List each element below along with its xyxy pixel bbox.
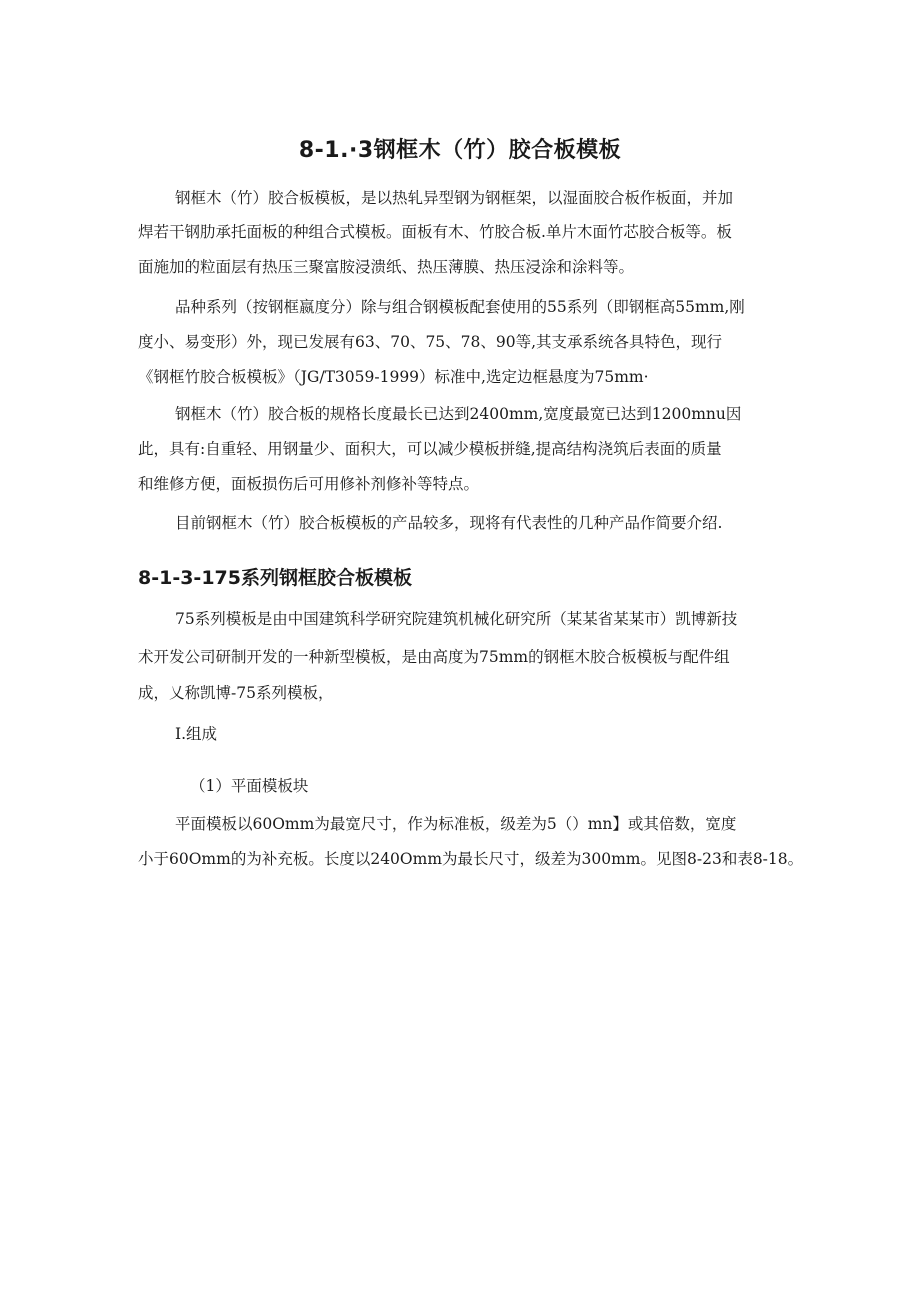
intro-line-2: 焊若干钢肋承托面板的种组合式模板。面板有木、竹胶合板.单片木面竹芯胶合板等。板: [138, 223, 732, 241]
intro-line-1: 钢框木（竹）胶合板模板，是以热轧异型钢为钢框架，以湿面胶合板作板面，并加: [175, 189, 734, 207]
intro-line-8: 此，具有:自重轻、用钢量少、面积大，可以减少模板拼缝,提高结构浇筑后表面的质量: [138, 440, 722, 458]
detail-line-2: 小于60Omm的为补充板。长度以240Omm为最长尺寸，级差为300mm。见图8-23和表8-18。: [138, 850, 804, 868]
sub-sub-heading: （1）平面模板块: [190, 777, 309, 795]
intro-line-10: 目前钢框木（竹）胶合板模板的产品较多，现将有代表性的几种产品作简要介绍.: [175, 514, 723, 532]
intro-line-3: 面施加的粒面层有热压三聚富胺浸溃纸、热压薄膜、热压浸涂和涂料等。: [138, 258, 635, 276]
intro-line-4: 品种系列（按钢框嬴度分）除与组合钢模板配套使用的55系列（即钢框高55mm,刚: [175, 298, 745, 316]
section-line-1: 75系列模板是由中国建筑科学研究院建筑机械化研究所（某某省某某市）凯博新技: [175, 610, 738, 628]
section-line-3: 成，乂称凯博-75系列模板，: [138, 684, 334, 702]
section-line-2: 术开发公司研制开发的一种新型模板，是由高度为75mm的钢框木胶合板模板与配件组: [138, 648, 730, 666]
intro-line-7: 钢框木（竹）胶合板的规格长度最长已达到2400mm,宽度最宽已达到1200mnu因: [175, 405, 742, 423]
section-title: 8-1-3-175系列钢框胶合板模板: [138, 567, 412, 589]
intro-line-9: 和维修方便，面板损伤后可用修补剂修补等特点。: [138, 475, 480, 493]
intro-line-5: 度小、易变形）外，现已发展有63、70、75、78、90等,其支承系统各具特色，现行: [138, 333, 723, 351]
intro-line-6: 《钢框竹胶合板模板》（JG/T3059-1999）标准中,选定边框悬度为75mm·: [138, 368, 649, 386]
sub-heading: I.组成: [175, 725, 218, 743]
detail-line-1: 平面模板以60Omm为最宽尺寸，作为标准板，级差为5（）mn】或其倍数，宽度: [175, 815, 737, 833]
document-title: 8-1.·3钢框木（竹）胶合板模板: [298, 138, 622, 163]
